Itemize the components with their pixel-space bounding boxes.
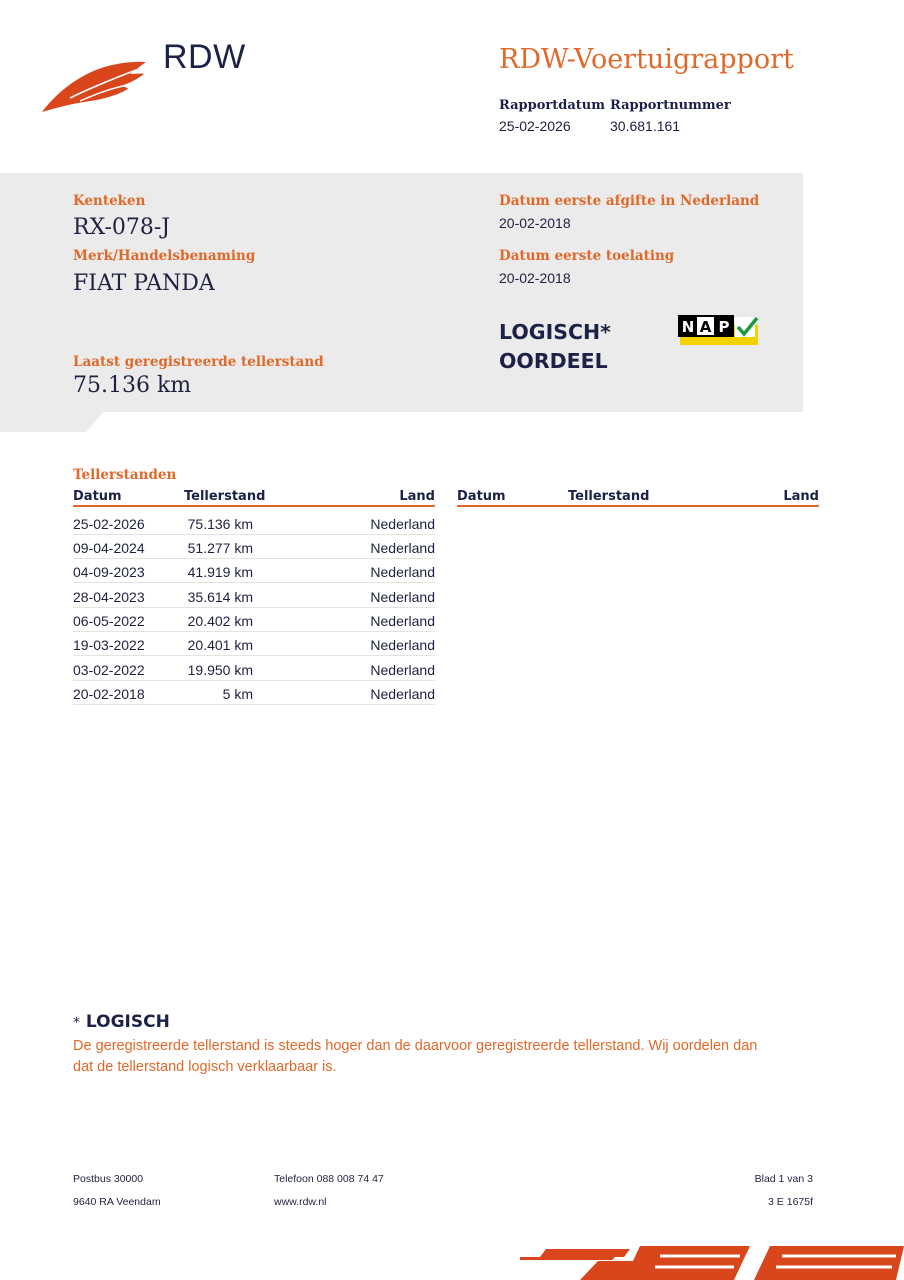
col-header-km: Tellerstand — [184, 489, 266, 504]
row-km: 51.277 km — [187, 540, 253, 556]
report-date-label: Rapportdatum — [499, 98, 605, 113]
first-admission-value: 20-02-2018 — [499, 270, 571, 286]
row-date: 20-02-2018 — [73, 686, 145, 702]
col-header-date: Datum — [73, 489, 122, 504]
row-country: Nederland — [370, 613, 435, 629]
row-country: Nederland — [370, 540, 435, 556]
table-row — [73, 558, 435, 583]
table-row — [73, 680, 435, 705]
footer-website-link[interactable]: www.rdw.nl — [274, 1196, 327, 1208]
plate-value: RX-078-J — [73, 215, 171, 240]
verdict-line-1: LOGISCH* — [499, 320, 611, 344]
row-date: 25-02-2026 — [73, 516, 145, 532]
row-km: 41.919 km — [187, 564, 253, 580]
row-date: 04-09-2023 — [73, 564, 145, 580]
make-label: Merk/Handelsbenaming — [73, 248, 256, 264]
footer-page-number: Blad 1 van 3 — [754, 1173, 813, 1185]
plate-label: Kenteken — [73, 193, 146, 209]
row-date: 09-04-2024 — [73, 540, 145, 556]
col-header-km-right: Tellerstand — [568, 489, 650, 504]
summary-panel-tab — [0, 411, 104, 432]
row-country: Nederland — [370, 516, 435, 532]
row-date: 19-03-2022 — [73, 637, 145, 653]
row-country: Nederland — [370, 589, 435, 605]
nap-verdict — [499, 318, 611, 376]
table-row — [73, 631, 435, 656]
footer-phone: Telefoon 088 008 74 47 — [274, 1173, 384, 1185]
report-number-value: 30.681.161 — [610, 118, 681, 134]
brand-name: RDW — [163, 38, 246, 76]
table-header-rule-right — [457, 505, 819, 507]
report-number-label: Rapportnummer — [610, 98, 731, 113]
row-country: Nederland — [370, 564, 435, 580]
footer-doc-code: 3 E 1675f — [768, 1196, 813, 1208]
odometer-value: 75.136 km — [73, 373, 192, 398]
nap-letter-p: P — [718, 318, 730, 336]
odometer-table-title: Tellerstanden — [73, 467, 177, 483]
table-header-rule — [73, 505, 435, 507]
col-header-country-right: Land — [783, 489, 819, 504]
make-value: FIAT PANDA — [73, 271, 215, 296]
table-row — [73, 583, 435, 608]
col-header-date-right: Datum — [457, 489, 506, 504]
table-row — [73, 510, 435, 535]
odometer-label: Laatst geregistreerde tellerstand — [73, 354, 324, 370]
row-country: Nederland — [370, 637, 435, 653]
col-header-country: Land — [399, 489, 435, 504]
first-admission-label: Datum eerste toelating — [499, 248, 675, 264]
report-date-value: 25-02-2026 — [499, 118, 571, 134]
footer-stripes-graphic — [520, 1243, 904, 1280]
row-km: 5 km — [222, 686, 253, 702]
row-km: 35.614 km — [187, 589, 253, 605]
row-country: Nederland — [370, 686, 435, 702]
footnote-title — [73, 1012, 170, 1032]
table-row — [73, 534, 435, 559]
first-issue-nl-label: Datum eerste afgifte in Nederland — [499, 193, 760, 209]
first-issue-nl-value: 20-02-2018 — [499, 215, 571, 231]
row-km: 75.136 km — [187, 516, 253, 532]
row-date: 06-05-2022 — [73, 613, 145, 629]
footnote-text: De geregistreerde tellerstand is steeds hoger dan de daarvoor geregistreerde tellerstand. Wij oordelen dan dat de tellerstand logisch verklaarbaar is. — [73, 1038, 758, 1075]
footnote-title-text: LOGISCH — [85, 1012, 170, 1032]
nap-letter-a: A — [699, 318, 712, 336]
footnote-star: * — [73, 1015, 80, 1031]
row-km: 20.401 km — [187, 637, 253, 653]
verdict-line-2: OORDEEL — [499, 349, 608, 373]
report-title: RDW-Voertuigrapport — [499, 44, 794, 75]
table-row — [73, 607, 435, 632]
row-km: 19.950 km — [187, 662, 253, 678]
footer-address-line2: 9640 RA Veendam — [73, 1196, 161, 1208]
rdw-logo-mark — [40, 58, 150, 114]
nap-logo — [678, 315, 760, 347]
row-date: 03-02-2022 — [73, 662, 145, 678]
table-row — [73, 656, 435, 681]
row-km: 20.402 km — [187, 613, 253, 629]
row-date: 28-04-2023 — [73, 589, 145, 605]
nap-letter-n: N — [681, 318, 695, 336]
row-country: Nederland — [370, 662, 435, 678]
footer-address-line1: Postbus 30000 — [73, 1173, 144, 1185]
